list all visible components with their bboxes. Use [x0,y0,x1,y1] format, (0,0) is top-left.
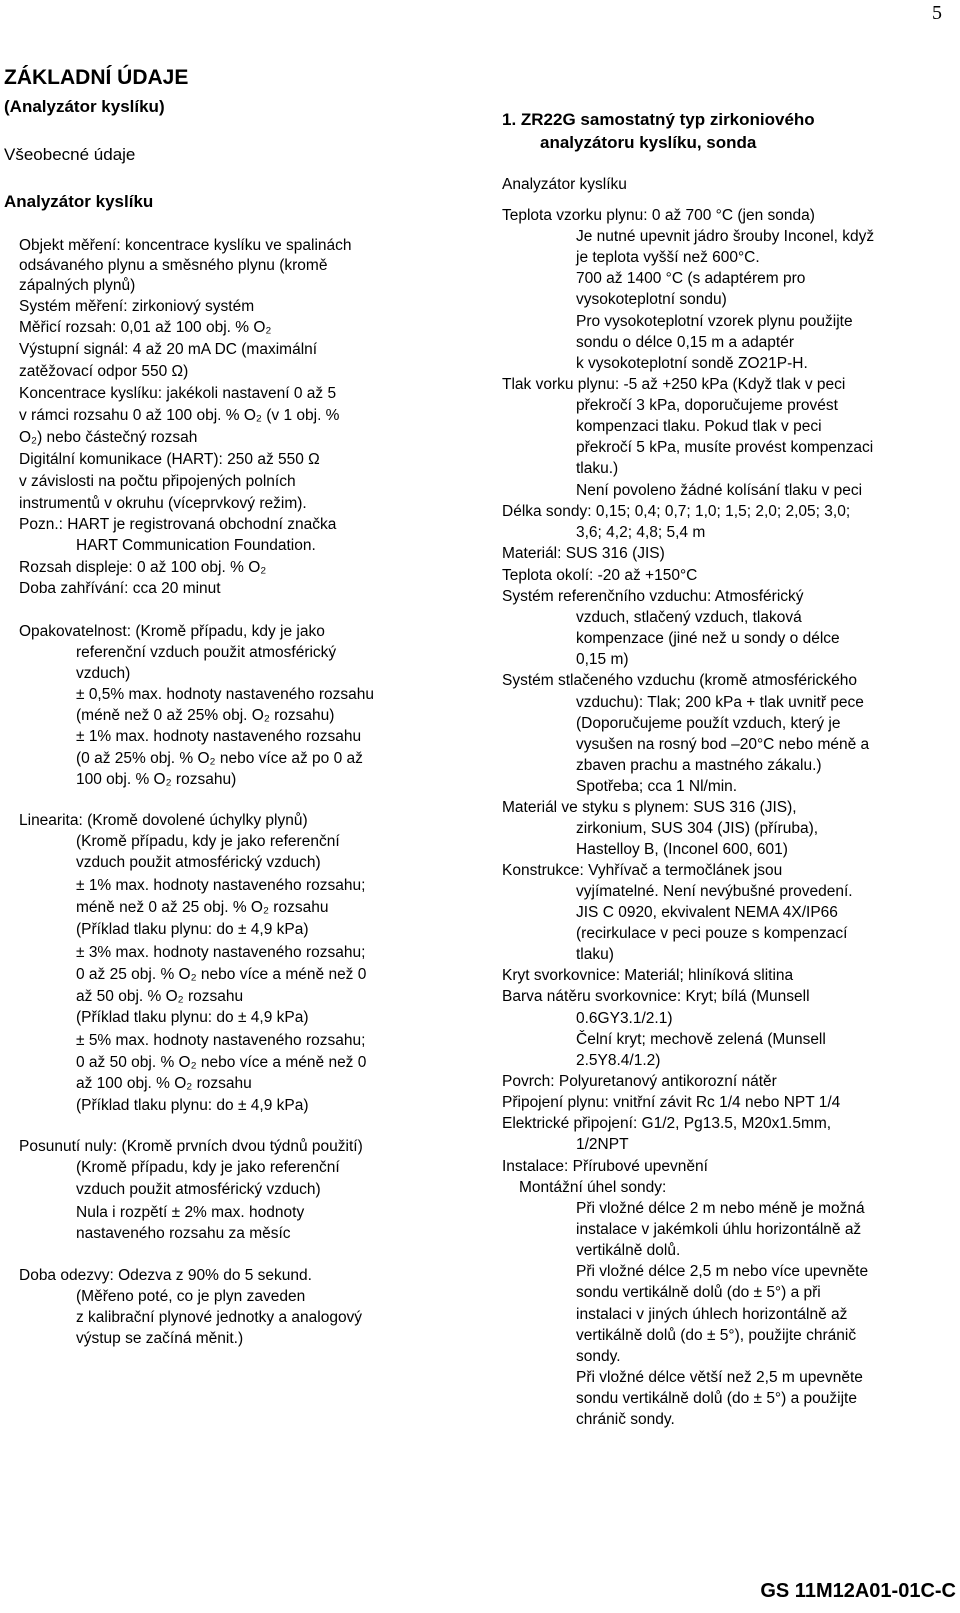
text-line: 100 obj. % O₂ rozsahu) [76,771,237,788]
text-line: Tlak vorku plynu: -5 až +250 kPa (Když tlak v peci [502,376,846,393]
text-line: instalaci v jiných úhlech horizontálně až [576,1306,848,1323]
text-line: Systém referenčního vzduchu: Atmosférický [502,588,804,605]
text-line: až 100 obj. % O₂ rozsahu [76,1075,252,1092]
text-line: O₂) nebo částečný rozsah [19,429,198,446]
text-line: ± 1% max. hodnoty nastaveného rozsahu; [76,877,366,894]
text-line: Při vložné délce 2,5 m nebo více upevněte [576,1263,869,1280]
text-line: vzduch, stlačený vzduch, tlaková [576,609,802,626]
text-line: vzduch použit atmosférický vzduch) [76,854,321,871]
text-line: sondu vertikálně dolů (do ± 5°) a použijte [576,1390,857,1407]
text-line: Opakovatelnost: (Kromě případu, kdy je jako [19,623,325,640]
text-line: zatěžovací odpor 550 Ω) [19,363,189,380]
text-line: ± 5% max. hodnoty nastaveného rozsahu; [76,1032,366,1049]
text-line: tlaku) [576,946,614,963]
heading: (Analyzátor kyslíku) [4,97,165,116]
text-line: chránič sondy. [576,1411,675,1428]
heading: ZÁKLADNÍ ÚDAJE [4,66,189,89]
text-line: (Kromě případu, kdy je jako referenční [76,1159,340,1176]
text-line: tlaku.) [576,460,619,477]
text-line: HART Communication Foundation. [76,537,316,554]
text-line: (Měřeno poté, co je plyn zaveden [76,1288,306,1305]
text-line: v rámci rozsahu 0 až 100 obj. % O₂ (v 1 obj. % [19,407,340,424]
text-line: odsávaného plynu a směsného plynu (kromě [19,257,328,274]
text-line: méně než 0 až 25 obj. % O₂ rozsahu [76,899,329,916]
text-line: Je nutné upevnit jádro šrouby Inconel, když [576,228,875,245]
text-line: ± 1% max. hodnoty nastaveného rozsahu [76,728,362,745]
text-line: vertikálně dolů. [576,1242,681,1259]
text-line: Barva nátěru svorkovnice: Kryt; bílá (Munsell [502,988,810,1005]
text-line: Analyzátor kyslíku [502,176,627,193]
text-line: Délka sondy: 0,15; 0,4; 0,7; 1,0; 1,5; 2,0; 2,05; 3,0; [502,503,851,520]
heading: Všeobecné údaje [4,145,136,164]
text-line: 0,15 m) [576,651,629,668]
text-line: je teplota vyšší než 600°C. [576,249,760,266]
text-line: Doba odezvy: Odezva z 90% do 5 sekund. [19,1267,312,1284]
text-line: Nula i rozpětí ± 2% max. hodnoty [76,1204,305,1221]
text-line: ± 0,5% max. hodnoty nastaveného rozsahu [76,686,375,703]
text-line: vzduchu): Tlak; 200 kPa + tlak uvnitř pece [576,694,864,711]
text-line: překročí 3 kPa, doporučujeme provést [576,397,838,414]
document-code: GS 11M12A01-01C-C [760,1580,956,1602]
text-line: Konstrukce: Vyhřívač a termočlánek jsou [502,862,783,879]
text-line: Měřicí rozsah: 0,01 až 100 obj. % O₂ [19,319,272,336]
text-line: sondy. [576,1348,621,1365]
text-line: 0.6GY3.1/2.1) [576,1010,673,1027]
text-line: vysušen na rosný bod –20°C nebo méně a [576,736,870,753]
text-line: Systém stlačeného vzduchu (kromě atmosférického [502,672,857,689]
text-line: zirkonium, SUS 304 (JIS) (příruba), [576,820,819,837]
text-line: (méně než 0 až 25% obj. O₂ rozsahu) [76,707,335,724]
text-line: Připojení plynu: vnitřní závit Rc 1/4 nebo NPT 1/4 [502,1094,841,1111]
text-line: Linearita: (Kromě dovolené úchylky plynů) [19,812,308,829]
text-line: zbaven prachu a mastného zákalu.) [576,757,822,774]
text-line: výstup se začíná měnit.) [76,1330,244,1347]
text-line: Posunutí nuly: (Kromě prvních dvou týdnů použití) [19,1138,363,1155]
text-line: překročí 5 kPa, musíte provést kompenzaci [576,439,874,456]
text-line: Spotřeba; cca 1 Nl/min. [576,778,738,795]
text-line: sondu o délce 0,15 m a adaptér [576,334,795,351]
text-line: Výstupní signál: 4 až 20 mA DC (maximální [19,341,318,358]
text-line: (0 až 25% obj. % O₂ nebo více až po 0 až [76,750,363,767]
text-line: (Příklad tlaku plynu: do ± 4,9 kPa) [76,921,309,938]
text-line: (Příklad tlaku plynu: do ± 4,9 kPa) [76,1097,309,1114]
text-line: JIS C 0920, ekvivalent NEMA 4X/IP66 [576,904,838,921]
text-line: (Příklad tlaku plynu: do ± 4,9 kPa) [76,1009,309,1026]
text-line: kompenzaci tlaku. Pokud tlak v peci [576,418,822,435]
text-line: sondu vertikálně dolů (do ± 5°) a při [576,1284,821,1301]
text-line: Pro vysokoteplotní vzorek plynu použijte [576,313,853,330]
heading: Analyzátor kyslíku [4,192,154,211]
text-line: Hastelloy B, (Inconel 600, 601) [576,841,788,858]
text-line: (Kromě případu, kdy je jako referenční [76,833,340,850]
text-line: až 50 obj. % O₂ rozsahu [76,988,244,1005]
text-line: vyjímatelné. Není nevýbušné provedení. [576,883,853,900]
text-line: v závislosti na počtu připojených polních [19,473,296,490]
text-line: Kryt svorkovnice: Materiál; hliníková slitina [502,967,794,984]
text-line: referenční vzduch použit atmosférický [76,644,337,661]
text-line: Instalace: Přírubové upevnění [502,1158,708,1175]
text-line: (Doporučujeme použít vzduch, který je [576,715,841,732]
text-line: 2.5Y8.4/1.2) [576,1052,661,1069]
text-line: zápalných plynů) [19,277,136,294]
text-line: Při vložné délce 2 m nebo méně je možná [576,1200,865,1217]
text-line: 0 až 25 obj. % O₂ nebo více a méně než 0 [76,966,367,983]
heading: 1. ZR22G samostatný typ zirkoniového [502,110,815,129]
text-line: instalace v jakémkoli úhlu horizontálně až [576,1221,862,1238]
text-line: vzduch použit atmosférický vzduch) [76,1181,321,1198]
text-line: Rozsah displeje: 0 až 100 obj. % O₂ [19,559,267,576]
text-line: Teplota okolí: -20 až +150°C [502,567,698,584]
text-line: Teplota vzorku plynu: 0 až 700 °C (jen sonda) [502,207,815,224]
text-line: nastaveného rozsahu za měsíc [76,1225,291,1242]
text-line: Elektrické připojení: G1/2, Pg13.5, M20x1.5mm, [502,1115,832,1132]
text-line: kompenzace (jiné než u sondy o délce [576,630,840,647]
text-line: Montážní úhel sondy: [519,1179,667,1196]
text-line: Pozn.: HART je registrovaná obchodní značka [19,516,337,533]
text-line: Doba zahřívání: cca 20 minut [19,580,221,597]
text-line: Objekt měření: koncentrace kyslíku ve spalinách [19,237,352,254]
text-line: Čelní kryt; mechově zelená (Munsell [576,1031,826,1048]
text-line: Materiál ve styku s plynem: SUS 316 (JIS), [502,799,797,816]
text-line: 0 až 50 obj. % O₂ nebo více a méně než 0 [76,1054,367,1071]
text-line: k vysokoteplotní sondě ZO21P-H. [576,355,808,372]
text-line: Digitální komunikace (HART): 250 až 550 Ω [19,451,320,468]
text-line: instrumentů v okruhu (víceprvkový režim). [19,495,307,512]
text-line: Není povoleno žádné kolísání tlaku v peci [576,482,863,499]
page-number: 5 [932,2,942,24]
text-line: 3,6; 4,2; 4,8; 5,4 m [576,524,706,541]
text-line: vzduch) [76,665,131,682]
heading: analyzátoru kyslíku, sonda [540,133,757,152]
text-line: Při vložné délce větší než 2,5 m upevněte [576,1369,863,1386]
text-line: vertikálně dolů (do ± 5°), použijte chránič [576,1327,857,1344]
text-line: Materiál: SUS 316 (JIS) [502,545,665,562]
text-line: z kalibrační plynové jednotky a analogový [76,1309,363,1326]
text-line: vysokoteplotní sondu) [576,291,727,308]
text-line: ± 3% max. hodnoty nastaveného rozsahu; [76,944,366,961]
text-line: 1/2NPT [576,1136,629,1153]
text-line: Koncentrace kyslíku: jakékoli nastavení 0 až 5 [19,385,337,402]
text-line: (recirkulace v peci pouze s kompenzací [576,925,848,942]
text-line: Povrch: Polyuretanový antikorozní nátěr [502,1073,777,1090]
text-line: Systém měření: zirkoniový systém [19,298,255,315]
text-line: 700 až 1400 °C (s adaptérem pro [576,270,806,287]
